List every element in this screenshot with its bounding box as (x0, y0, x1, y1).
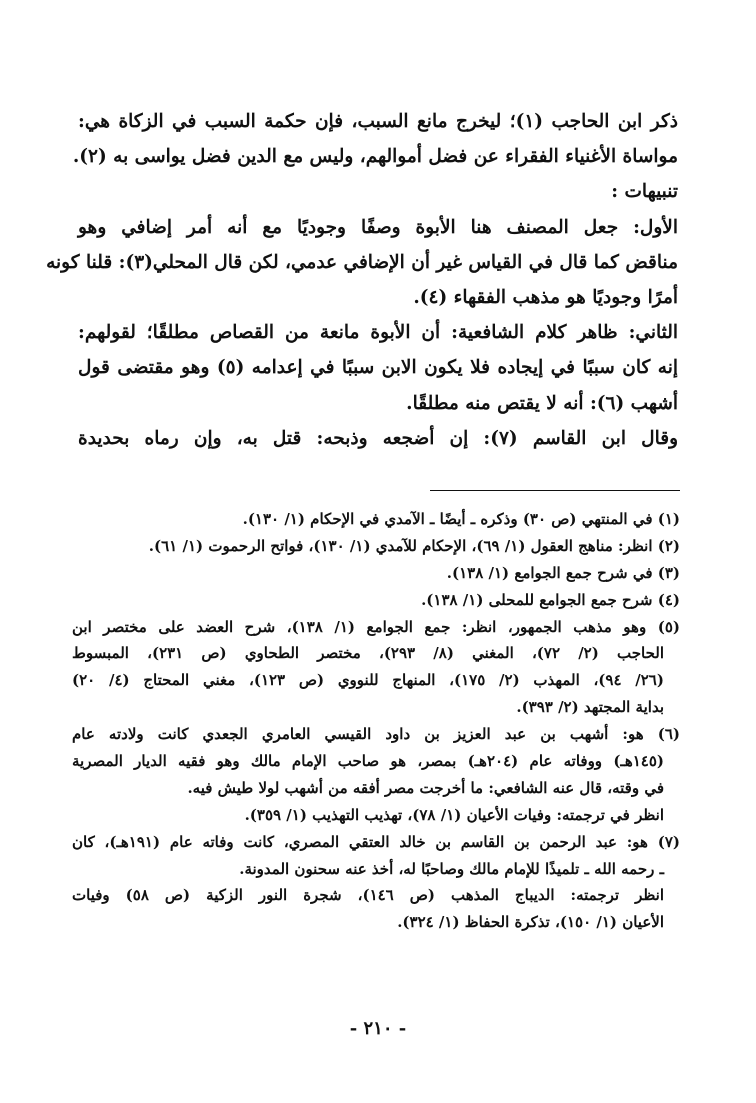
footnote-line: (٢) انظر: مناهج العقول (١/ ٦٩)، الإحكام للآمدي (١/ ١٣٠)، فواتح الرحموت (١/ ٦١). (148, 536, 680, 555)
footnote-line: الأعيان (١/ ١٥٠)، تذكرة الحفاظ (١/ ٣٢٤). (397, 913, 664, 932)
footnote-line: انظر ترجمته: الديباج المذهب (ص ١٤٦)، شجرة النور الزكية (ص ٥٨) وفيات (72, 886, 665, 905)
footnote-divider (430, 490, 680, 491)
footnote-line: انظر في ترجمته: وفيات الأعيان (١/ ٧٨)، تهذيب التهذيب (١/ ٣٥٩). (244, 805, 664, 824)
body-line: الأول: جعل المصنف هنا الأبوة وصفًا وجوديًا مع أنه أمر إضافي وهو (78, 216, 678, 238)
footnote-line: (١٤٥هـ) ووفاته عام (٢٠٤هـ) بمصر، هو صاحب الإمام مالك وهو فقيه الديار المصرية (72, 752, 665, 771)
footnote-line: (٢٦/ ٩٤)، المهذب (٢/ ١٧٥)، المنهاج للنووي (ص ١٢٣)، مغني المحتاج (٤/ ٢٠) (72, 671, 664, 690)
body-line: أشهب (٦): أنه لا يقتص منه مطلقًا. (406, 392, 678, 414)
body-line: مواساة الأغنياء الفقراء عن فضل أموالهم، وليس مع الدين فضل يواسى به (٢). (72, 146, 678, 168)
footnote-line: الحاجب (٢/ ٧٢)، المغني (٨/ ٢٩٣)، مختصر الطحاوي (ص ٢٣١)، المبسوط (72, 644, 665, 663)
body-line: أمرًا وجوديًا هو مذهب الفقهاء (٤). (413, 286, 678, 308)
footnote-line: ـ رحمه الله ـ تلميذًا للإمام مالك وصاحبًا له، أخذ عنه سحنون المدونة. (239, 859, 664, 878)
body-line: إنه كان سببًا في إيجاده فلا يكون الابن سببًا في إعدامه (٥) وهو مقتضى قول (78, 357, 678, 379)
footnote-line: بداية المجتهد (٢/ ٣٩٣). (516, 698, 664, 717)
footnote-line: (٦) هو: أشهب بن عبد العزيز بن داود القيسي العامري الجعدي كانت ولادته عام (72, 725, 680, 744)
section-heading: تنبيهات : (611, 181, 678, 203)
footnote-line: في وقته، قال عنه الشافعي: ما أخرجت مصر أفقه من أشهب لولا طيش فيه. (187, 778, 664, 797)
footnotes (72, 506, 680, 936)
body-line: ذكر ابن الحاجب (١)؛ ليخرج مانع السبب، فإن حكمة السبب في الزكاة هي: (78, 111, 678, 132)
footnote-line: (٣) في شرح جمع الجوامع (١/ ١٣٨). (446, 563, 680, 582)
body-line: الثاني: ظاهر كلام الشافعية: أن الأبوة مانعة من القصاص مطلقًا؛ لقولهم: (78, 322, 678, 344)
page-number: - ٢١٠ - (349, 1018, 407, 1039)
footnote-line: (٧) هو: عبد الرحمن بن القاسم بن خالد العتقي المصري، كانت وفاته عام (١٩١هـ)، كان (72, 832, 680, 851)
main-text (46, 104, 678, 456)
body-line: مناقض كما قال في القياس غير أن الإضافي عدمي، لكن قال المحلي(٣): قلنا كونه (46, 251, 678, 273)
footnote-line: (٤) شرح جمع الجوامع للمحلى (١/ ١٣٨). (421, 590, 680, 609)
footnote-line: (٥) وهو مذهب الجمهور، انظر: جمع الجوامع (١/ ١٣٨)، شرح العضد على مختصر ابن (72, 617, 681, 636)
footnote-line: (١) في المنتهي (ص ٣٠) وذكره ـ أيضًا ـ الآمدي في الإحكام (١/ ١٣٠). (242, 510, 680, 528)
body-line: وقال ابن القاسم (٧): إن أضجعه وذبحه: قتل به، وإن رماه بحديدة (78, 427, 678, 449)
